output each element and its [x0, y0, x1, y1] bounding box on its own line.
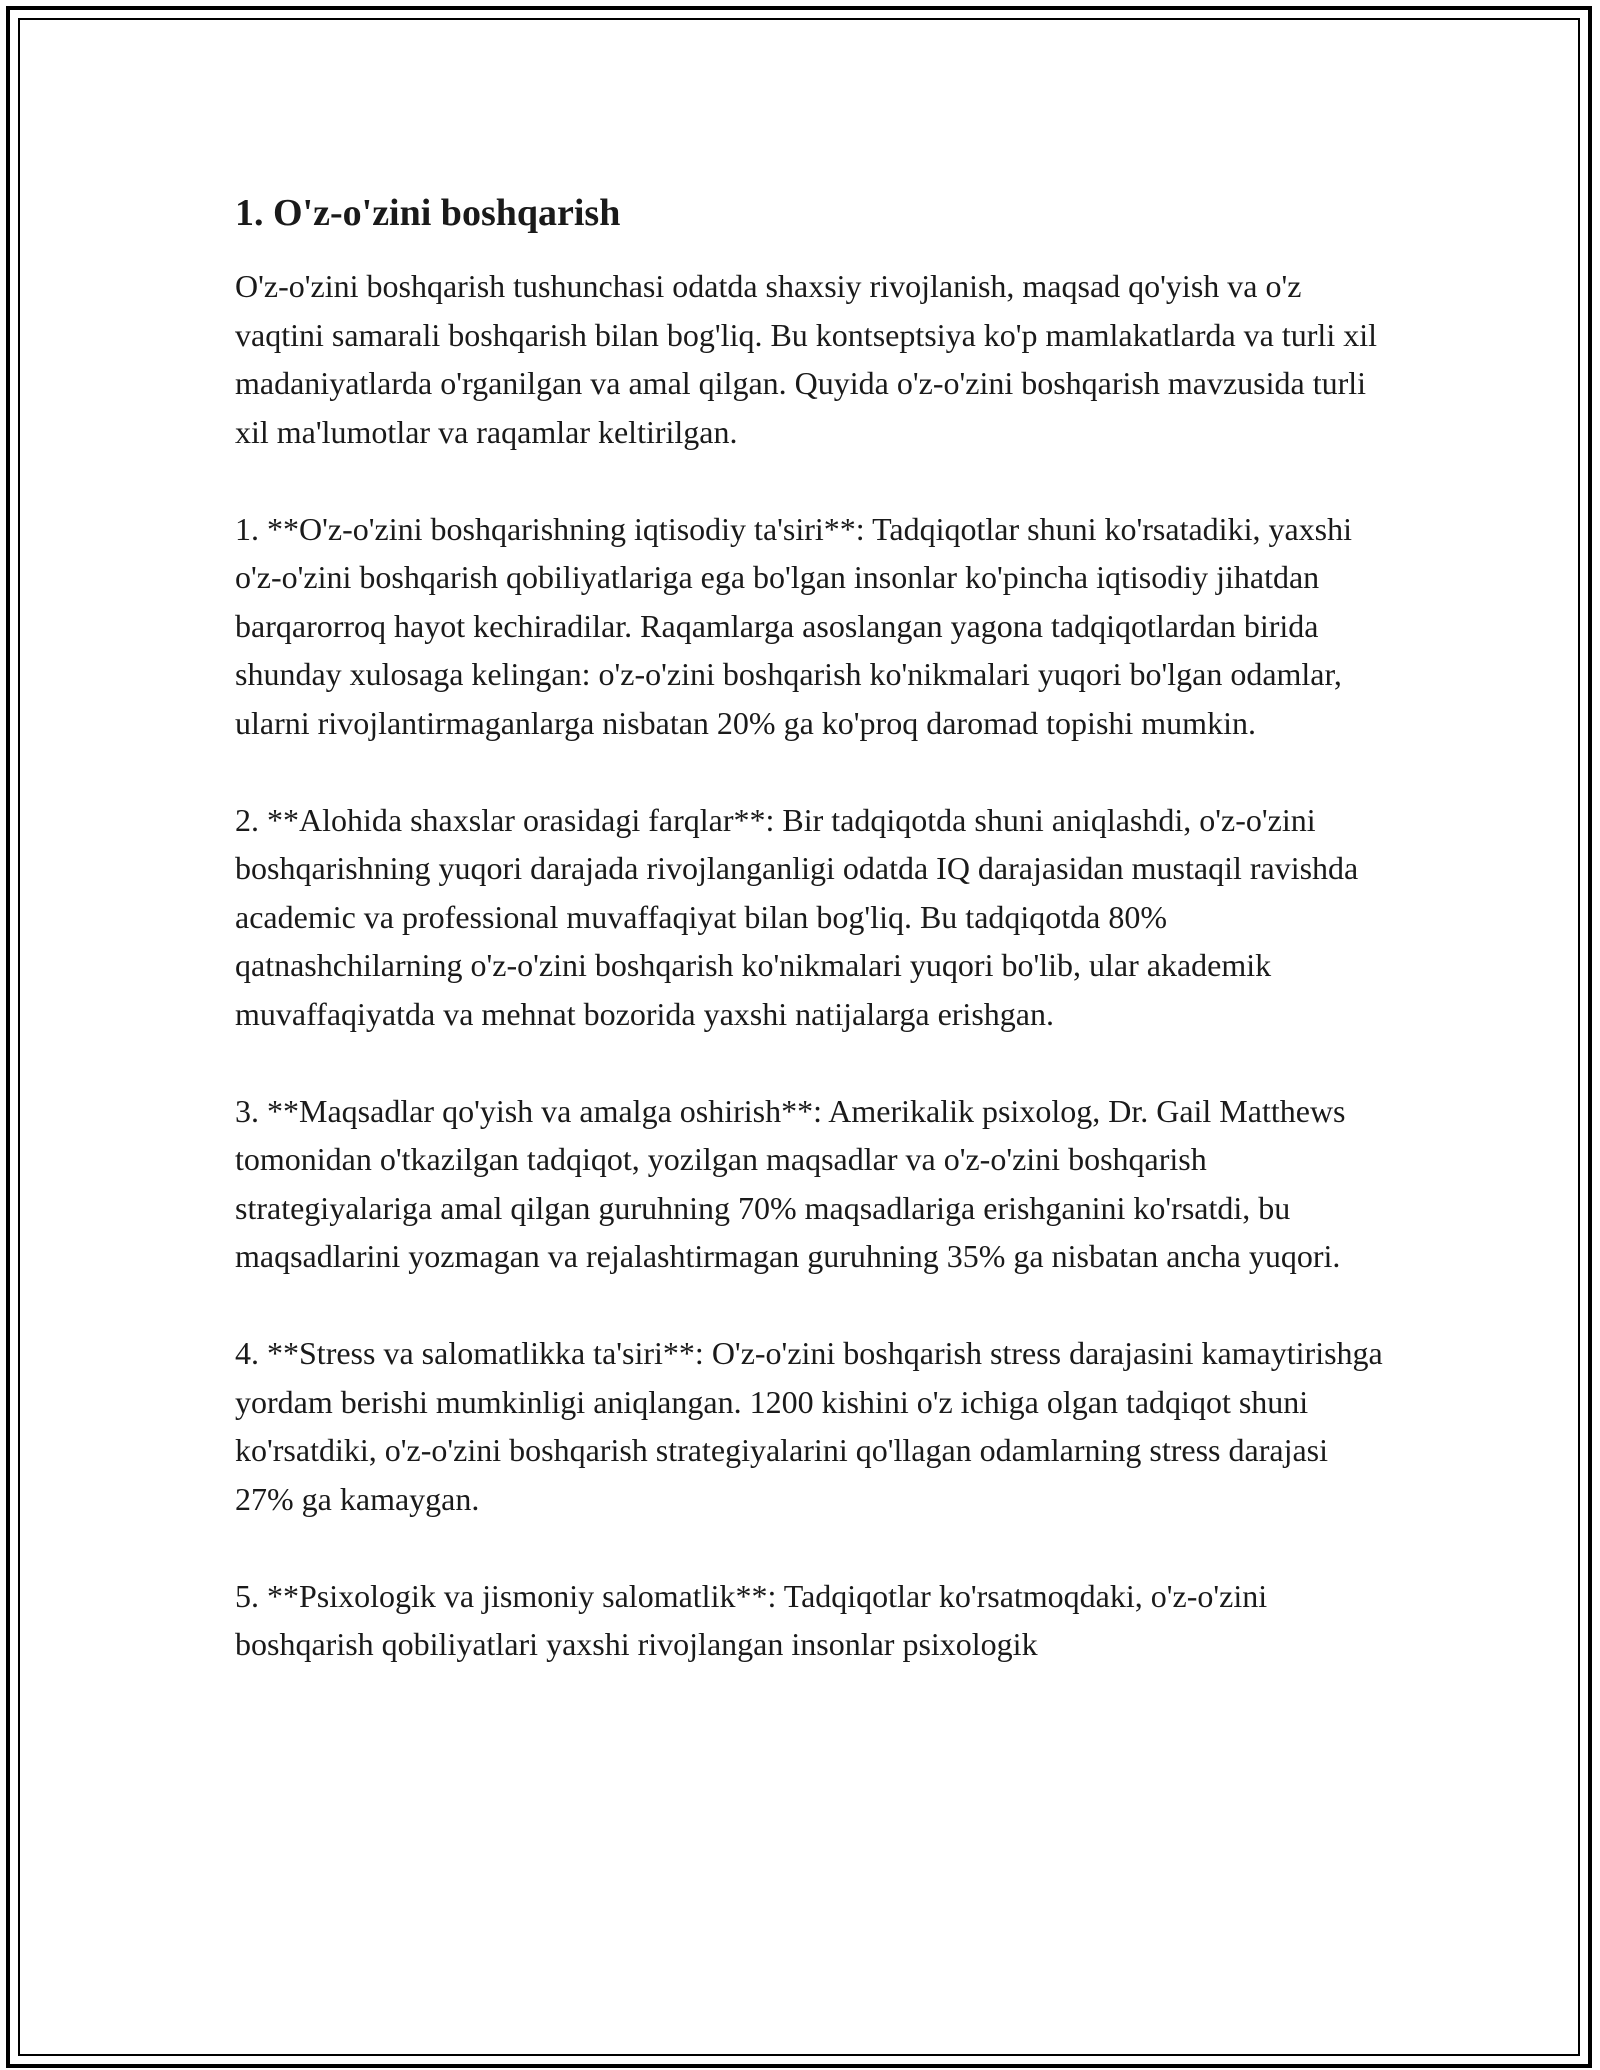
paragraph-goal-setting: 3. **Maqsadlar qo'yish va amalga oshirish**: Amerikalik psixolog, Dr. Gail Matthews tomonidan o'tkazilgan tadqiqot, yozilgan maqsadlar va o'z-o'zini boshqarish strategiyalariga amal qilgan guruhning 70% maqsadlariga erishganini ko'rsatdi, bu maqsadlarini yozmagan va rejalashtirmagan guruhning 35% ga nisbatan ancha yuqori. — [235, 1092, 1346, 1274]
document-title: 1. O'z-o'zini boshqarish — [235, 192, 621, 234]
paragraph-psychological-health: 5. **Psixologik va jismoniy salomatlik**: Tadqiqotlar ko'rsatmoqdaki, o'z-o'zini boshqarish qobiliyatlari yaxshi rivojlangan insonlar psixologik — [235, 1577, 1268, 1662]
paragraph-stress-health: 4. **Stress va salomatlikka ta'siri**: O'z-o'zini boshqarish stress darajasini kamaytirishga yordam berishi mumkinligi aniqlangan. 1200 kishini o'z ichiga olgan tadqiqot shuni ko'rsatdiki, o'z-o'zini boshqarish strategiyalarini qo'llagan odamlarning stress darajasi 27% ga kamaygan. — [235, 1335, 1383, 1517]
intro-paragraph: O'z-o'zini boshqarish tushunchasi odatda shaxsiy rivojlanish, maqsad qo'yish va o'z vaqtini samarali boshqarish bilan bog'liq. Bu kontseptsiya ko'p mamlakatlarda va turli xil madaniyatlarda o'rganilgan va amal qilgan. Quyida o'z-o'zini boshqarish mavzusida turli xil ma'lumotlar va raqamlar keltirilgan. — [235, 268, 1377, 450]
paragraph-economic-impact: 1. **O'z-o'zini boshqarishning iqtisodiy ta'siri**: Tadqiqotlar shuni ko'rsatadiki, yaxshi o'z-o'zini boshqarish qobiliyatlariga ega bo'lgan insonlar ko'pincha iqtisodiy jihatdan barqarorroq hayot kechiradilar. Raqamlarga asoslangan yagona tadqiqotlardan birida shunday xulosaga kelingan: o'z-o'zini boshqarish ko'nikmalari yuqori bo'lgan odamlar, ularni rivojlantirmaganlarga nisbatan 20% ga ko'proq daromad topishi mumkin. — [235, 510, 1352, 741]
paragraph-individual-differences: 2. **Alohida shaxslar orasidagi farqlar**: Bir tadqiqotda shuni aniqlashdi, o'z-o'zini boshqarishning yuqori darajada rivojlanganligi odatda IQ darajasidan mustaqil ravishda academic va professional muvaffaqiyat bilan bog'liq. Bu tadqiqotda 80% qatnashchilarning o'z-o'zini boshqarish ko'nikmalari yuqori bo'lib, ular akademik muvaffaqiyatda va mehnat bozorida yaxshi natijalarga erishgan. — [235, 801, 1359, 1032]
document-body — [235, 184, 1385, 1717]
